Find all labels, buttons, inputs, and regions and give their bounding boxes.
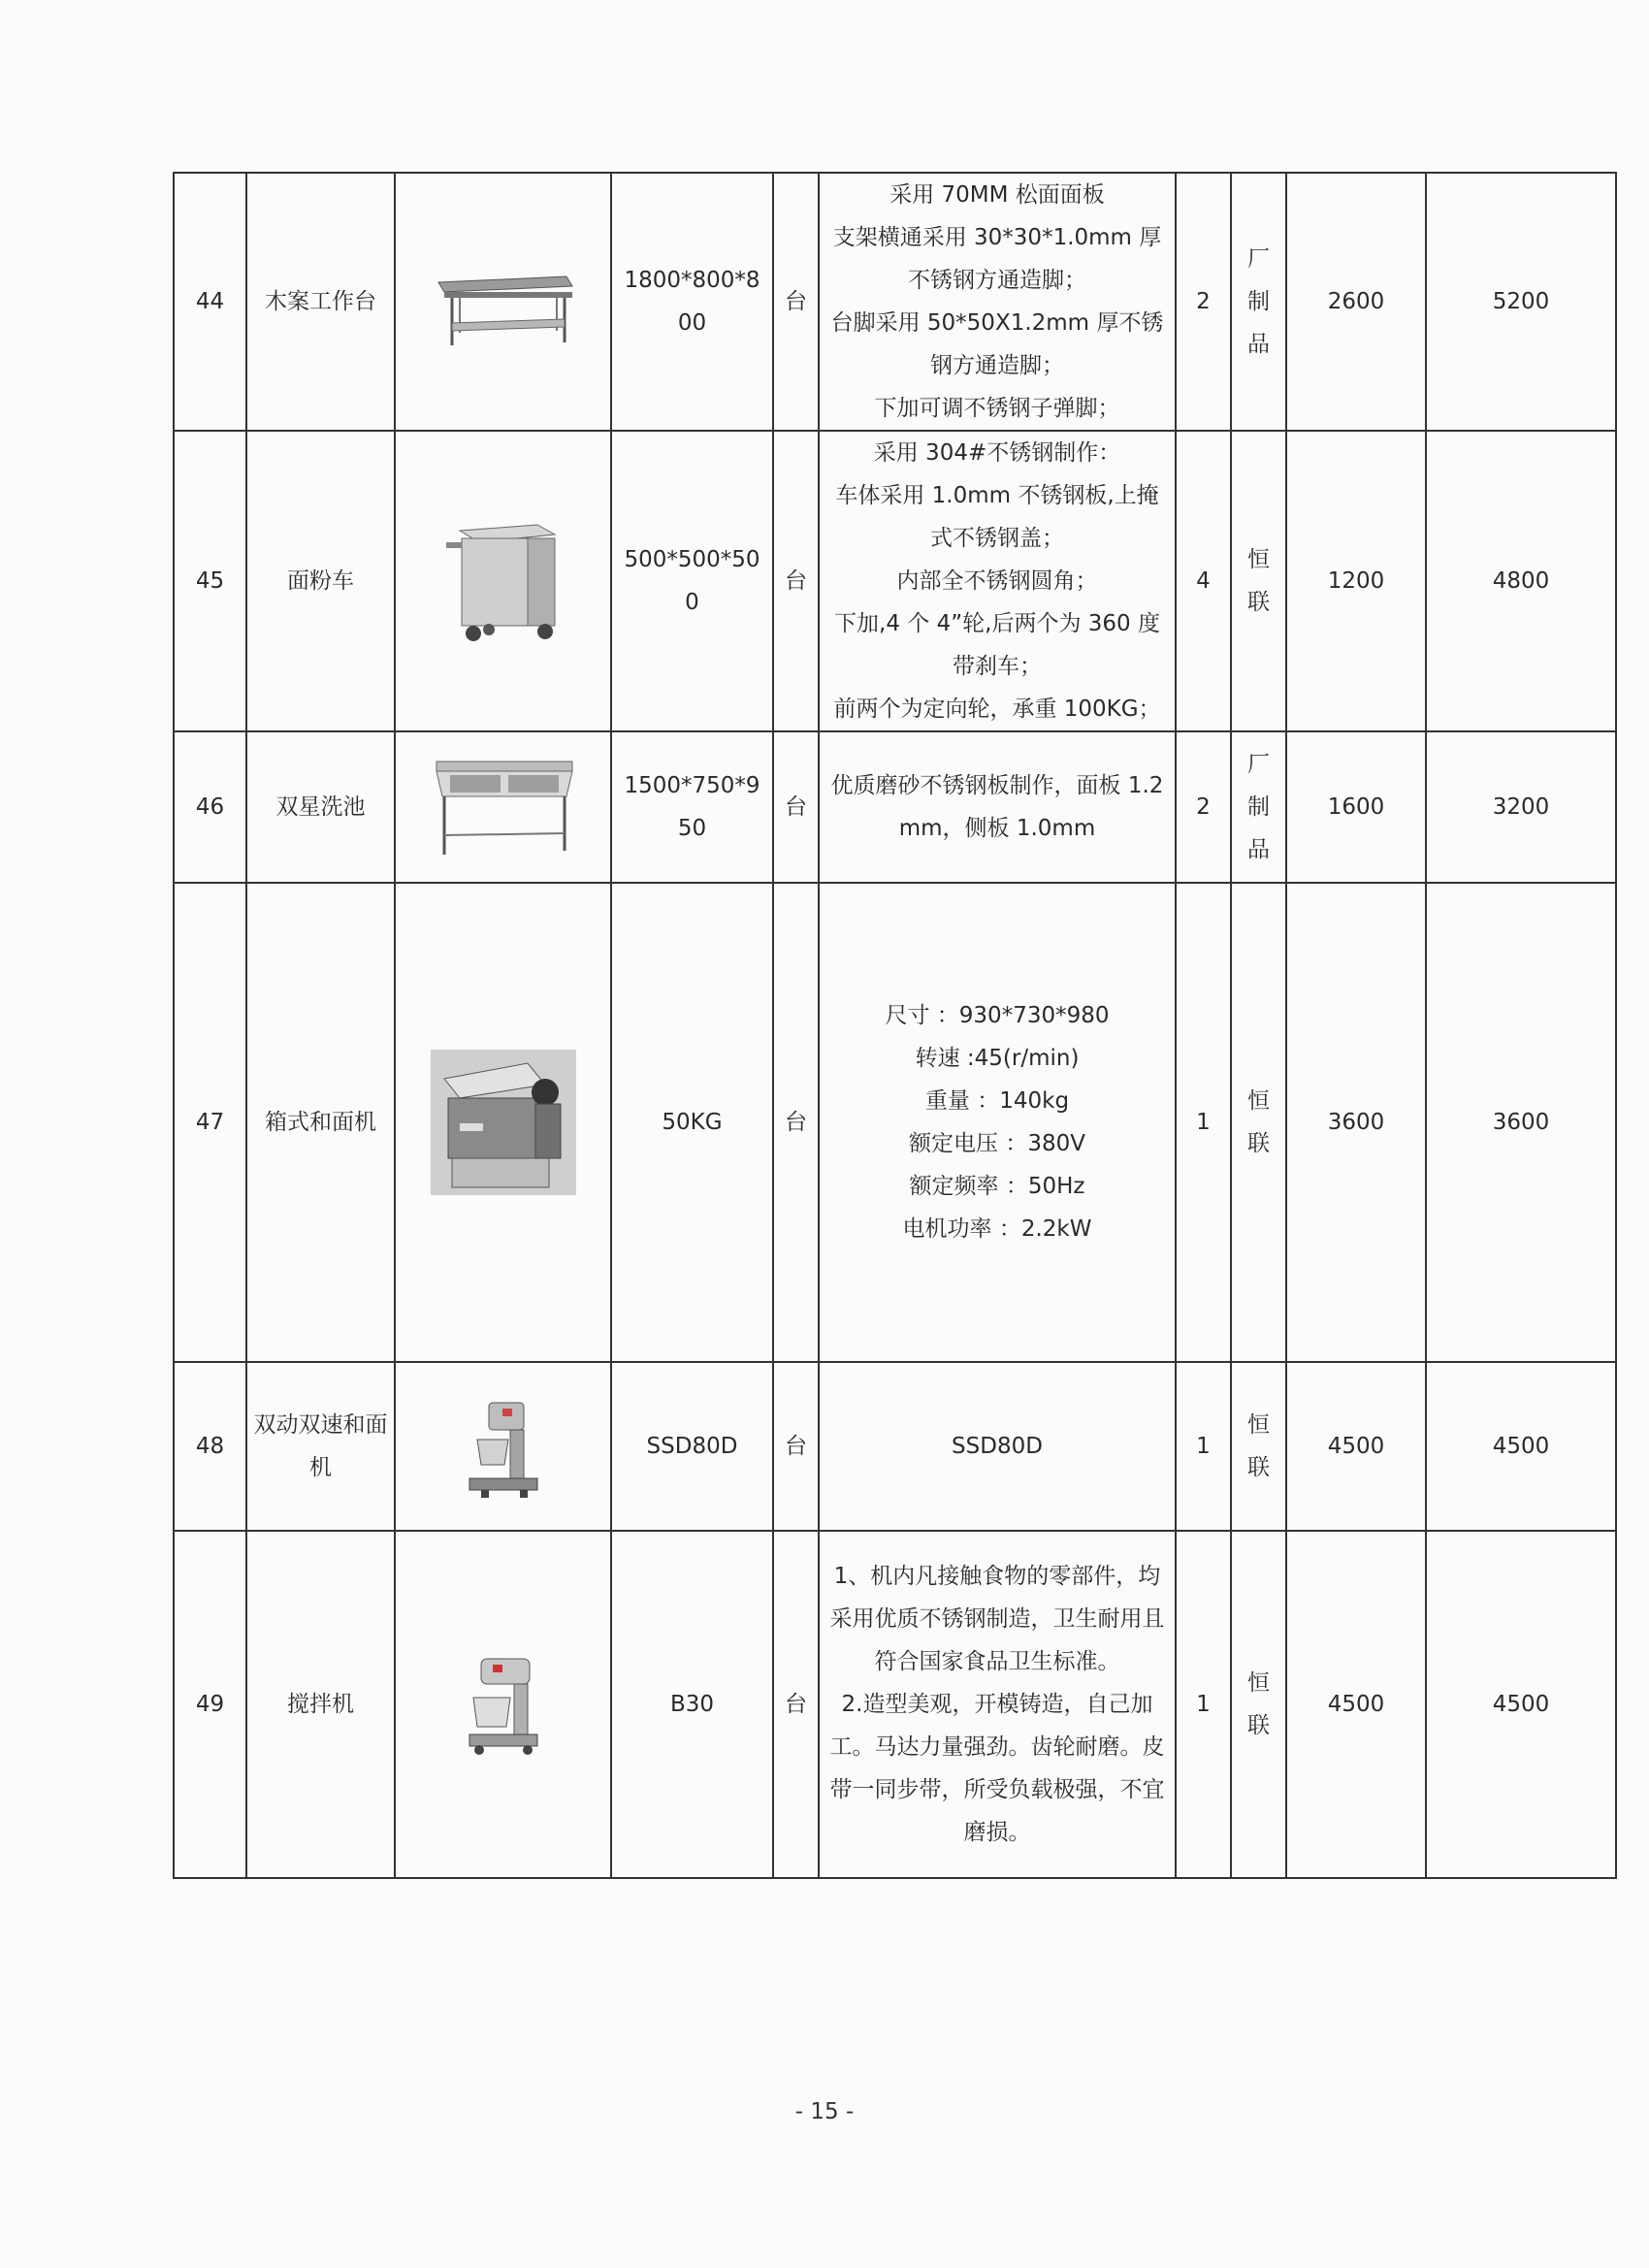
description-line: SSD80D (952, 1434, 1043, 1459)
table-row (174, 431, 1616, 731)
item-total-price: 3200 (1426, 731, 1616, 883)
item-unit-price: 1200 (1286, 431, 1426, 731)
item-quantity: 1 (1176, 1531, 1231, 1878)
item-total-price: 4800 (1426, 431, 1616, 731)
item-brand: 厂制品 (1231, 173, 1286, 431)
item-brand: 恒联 (1231, 1531, 1286, 1878)
item-unit: 台 (773, 173, 819, 431)
description-line: 内部全不锈钢圆角； (896, 568, 1098, 594)
item-unit: 台 (773, 1362, 819, 1531)
item-description (819, 173, 1176, 431)
item-number: 45 (174, 431, 246, 731)
flour-cart-image (440, 513, 566, 649)
double-sink-image (431, 754, 576, 860)
description-line: 台脚采用 50*50X1.2mm 厚不锈钢方通造脚； (830, 310, 1164, 378)
description-line: 支架横通采用 30*30*1.0mm 厚不锈钢方通造脚； (832, 225, 1162, 293)
page-number: - 15 - (794, 2099, 855, 2124)
item-unit: 台 (773, 731, 819, 883)
equipment-table (173, 172, 1617, 1879)
description-line: 额定电压 ：380V (909, 1131, 1085, 1156)
item-description (819, 883, 1176, 1362)
item-unit-price: 2600 (1286, 173, 1426, 431)
table-row (174, 731, 1616, 883)
item-number: 47 (174, 883, 246, 1362)
description-line: 车体采用 1.0mm 不锈钢板,上掩式不锈钢盖； (835, 483, 1159, 551)
item-total-price: 5200 (1426, 173, 1616, 431)
item-spec: SSD80D (611, 1362, 773, 1531)
item-total-price: 4500 (1426, 1362, 1616, 1531)
item-number: 46 (174, 731, 246, 883)
description-line: 额定频率 ：50Hz (909, 1174, 1085, 1199)
item-unit: 台 (773, 431, 819, 731)
item-quantity: 2 (1176, 173, 1231, 431)
description-line: 优质磨砂不锈钢板制作，面板 1.2mm，侧板 1.0mm (830, 773, 1164, 841)
description-line: 2.造型美观，开模铸造，自己加工。马达力量强劲。齿轮耐磨。皮带一同步带，所受负载极强，不宜磨损。 (829, 1692, 1165, 1845)
item-total-price: 4500 (1426, 1531, 1616, 1878)
item-quantity: 1 (1176, 883, 1231, 1362)
item-unit-price: 4500 (1286, 1362, 1426, 1531)
product-image-cell (395, 431, 611, 731)
item-quantity: 2 (1176, 731, 1231, 883)
description-line: 采用 70MM 松面面板 (889, 182, 1105, 208)
item-unit-price: 1600 (1286, 731, 1426, 883)
item-name: 双星洗池 (246, 731, 395, 883)
item-spec: 500*500*500 (611, 431, 773, 731)
item-number: 44 (174, 173, 246, 431)
item-name: 面粉车 (246, 431, 395, 731)
table-row (174, 1531, 1616, 1878)
description-line: 前两个为定向轮，承重 100KG； (833, 697, 1161, 722)
item-unit: 台 (773, 883, 819, 1362)
item-number: 48 (174, 1362, 246, 1531)
table-row (174, 883, 1616, 1362)
item-description (819, 731, 1176, 883)
description-line: 下加,4 个 4”轮,后两个为 360 度带刹车； (834, 611, 1160, 679)
product-image-cell (395, 173, 611, 431)
description-line: 转速 :45(r/min) (915, 1046, 1080, 1071)
description-line: 下加可调不锈钢子弹脚； (874, 396, 1120, 421)
item-quantity: 4 (1176, 431, 1231, 731)
item-name: 箱式和面机 (246, 883, 395, 1362)
stand-mixer-image (460, 1651, 547, 1758)
item-spec: B30 (611, 1531, 773, 1878)
item-unit: 台 (773, 1531, 819, 1878)
item-brand: 厂制品 (1231, 731, 1286, 883)
item-name: 搅拌机 (246, 1531, 395, 1878)
item-description (819, 1362, 1176, 1531)
item-total-price: 3600 (1426, 883, 1616, 1362)
item-brand: 恒联 (1231, 883, 1286, 1362)
product-image-cell (395, 731, 611, 883)
item-description (819, 1531, 1176, 1878)
item-name: 双动双速和面机 (246, 1362, 395, 1531)
item-spec: 1500*750*950 (611, 731, 773, 883)
item-brand: 恒联 (1231, 431, 1286, 731)
item-unit-price: 4500 (1286, 1531, 1426, 1878)
item-spec: 50KG (611, 883, 773, 1362)
product-image-cell (395, 1362, 611, 1531)
description-line: 电机功率 ：2.2kW (902, 1216, 1092, 1242)
item-quantity: 1 (1176, 1362, 1231, 1531)
product-image-cell (395, 883, 611, 1362)
description-line: 重量 ：140kg (924, 1088, 1070, 1114)
description-line: 采用 304#不锈钢制作： (873, 440, 1121, 466)
item-unit-price: 3600 (1286, 883, 1426, 1362)
description-line: 1、机内凡接触食物的零部件，均采用优质不锈钢制造，卫生耐用且符合国家食品卫生标准。 (829, 1564, 1165, 1674)
item-number: 49 (174, 1531, 246, 1878)
product-image-cell (395, 1531, 611, 1878)
table-row (174, 173, 1616, 431)
item-brand: 恒联 (1231, 1362, 1286, 1531)
item-name: 木案工作台 (246, 173, 395, 431)
dual-speed-mixer-image (460, 1393, 547, 1500)
table-row (174, 1362, 1616, 1531)
item-spec: 1800*800*800 (611, 173, 773, 431)
description-line: 尺寸 ：930*730*980 (885, 1003, 1110, 1028)
box-dough-mixer-image (431, 1050, 576, 1195)
item-description (819, 431, 1176, 731)
work-table-image (431, 253, 576, 350)
